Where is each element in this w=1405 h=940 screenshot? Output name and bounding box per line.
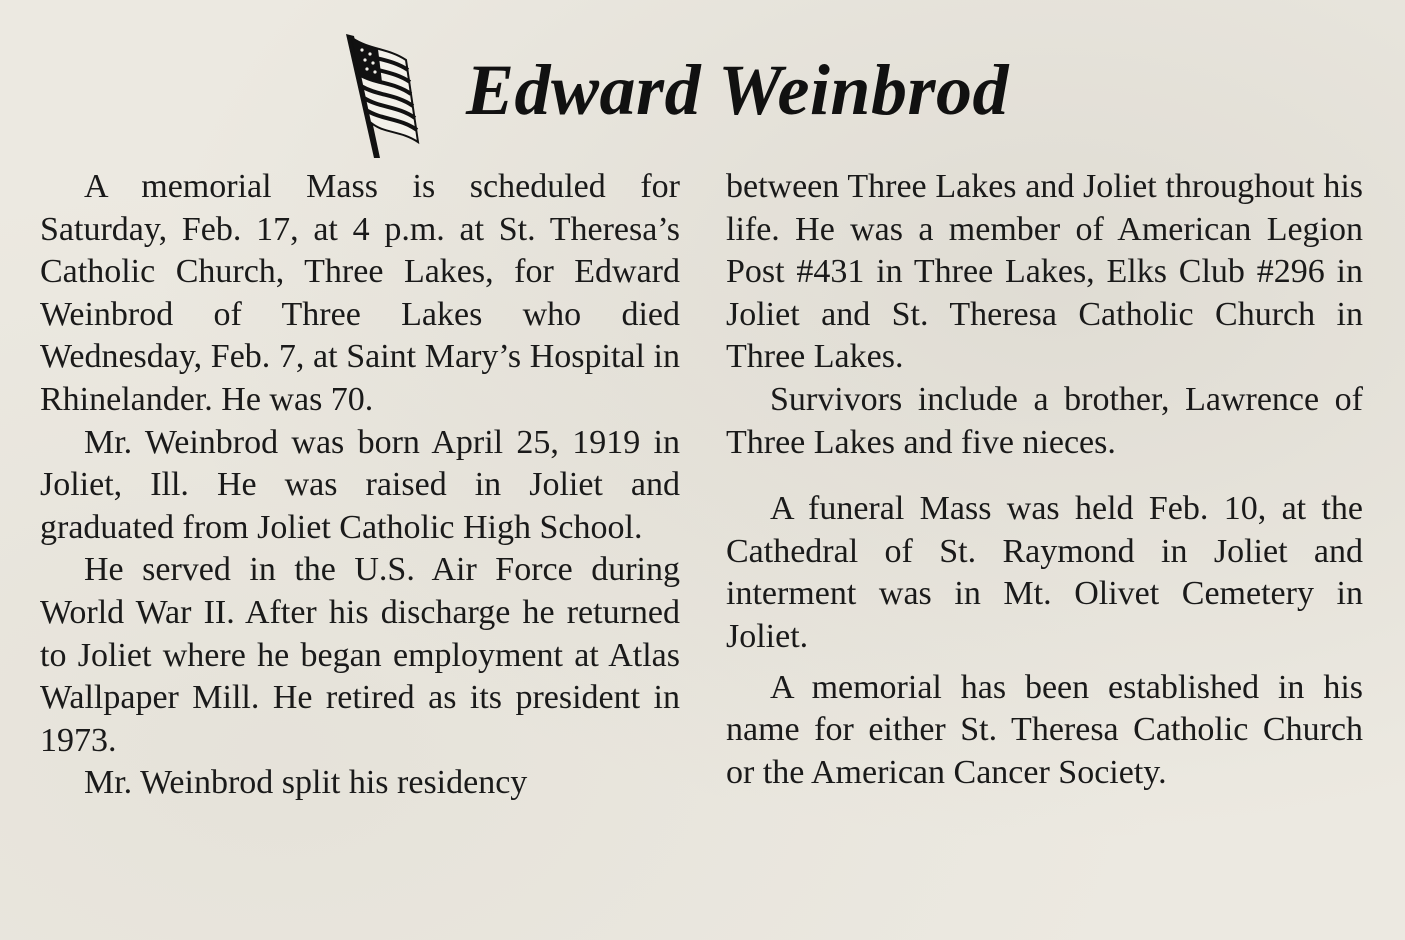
- american-flag-icon: [340, 30, 422, 162]
- paragraph-funeral: A funeral Mass was held Feb. 10, at the Cathedral of St. Raymond in Joliet and interment was in Mt. Olivet Cemetery in Joliet.: [726, 490, 1363, 655]
- paragraph-survivors: Survivors include a brother, Lawrence of Three Lakes and five nieces.: [726, 380, 1363, 461]
- obituary-header: [0, 22, 1405, 152]
- paragraph-memorial-fund: A memorial has been established in his name for either St. Theresa Catholic Church or the American Cancer Society.: [726, 668, 1363, 791]
- obituary-title: Edward Weinbrod: [466, 50, 1009, 130]
- paragraph-residency-start: Mr. Weinbrod split his residency: [84, 764, 528, 802]
- right-column: [726, 166, 1363, 794]
- paragraph-memorial-mass: A memorial Mass is scheduled for Saturday, Feb. 17, at 4 p.m. at St. Theresa’s Catholic Church, Three Lakes, for Edward Weinbrod of Three Lakes who died Wednesday, Feb. 7, at Saint Mary’s Hospital in Rhinelander. He was 70.: [40, 168, 680, 418]
- paragraph-residency-continued: between Three Lakes and Joliet throughout his life. He was a member of American Legion Post #431 in Three Lakes, Elks Club #296 in Joliet and St. Theresa Catholic Church in Three Lakes.: [726, 168, 1363, 376]
- paragraph-birth: Mr. Weinbrod was born April 25, 1919 in Joliet, Ill. He was raised in Joliet and graduated from Joliet Catholic High School.: [40, 423, 680, 546]
- left-column: [40, 166, 680, 805]
- paragraph-service: He served in the U.S. Air Force during World War II. After his discharge he returned to Joliet where he began employment at Atlas Wallpaper Mill. He retired as its president in 1973.: [40, 551, 680, 759]
